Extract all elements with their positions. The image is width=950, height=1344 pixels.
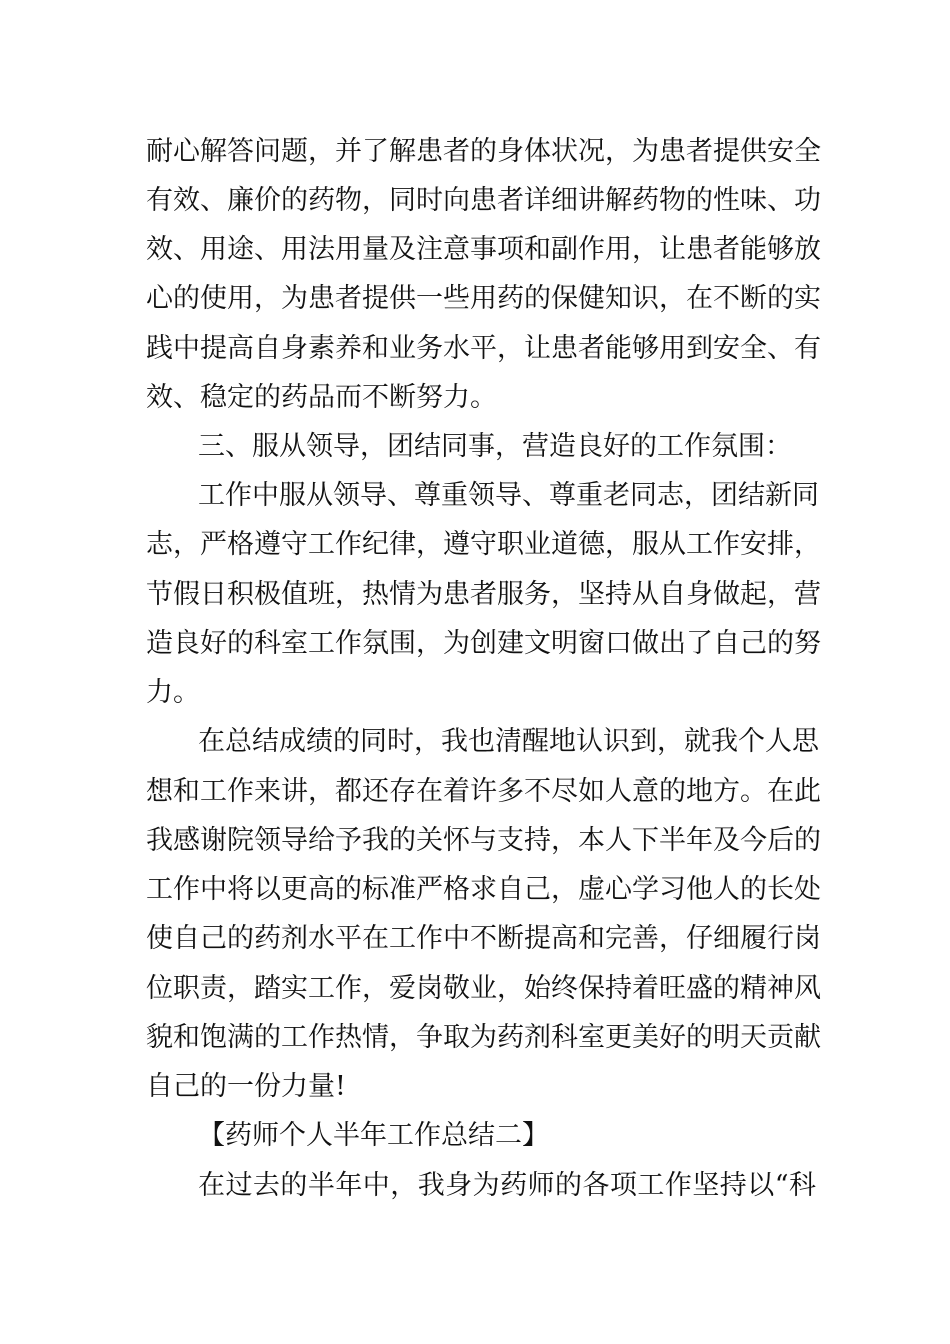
paragraph-line: 践中提高自身素养和业务水平，让患者能够用到安全、有 bbox=[146, 333, 821, 364]
section-title: 【药师个人半年工作总结二】 bbox=[198, 1120, 549, 1151]
paragraph-line: 力。 bbox=[146, 677, 200, 708]
paragraph-line: 工作中服从领导、尊重领导、尊重老同志，团结新同 bbox=[198, 480, 819, 511]
paragraph-line: 心的使用，为患者提供一些用药的保健知识，在不断的实 bbox=[146, 283, 821, 314]
paragraph-line: 耐心解答问题，并了解患者的身体状况，为患者提供安全 bbox=[146, 136, 821, 167]
section-heading: 三、服从领导，团结同事，营造良好的工作氛围： bbox=[198, 431, 792, 462]
paragraph-line: 自己的一份力量! bbox=[146, 1071, 346, 1102]
paragraph-line: 使自己的药剂水平在工作中不断提高和完善，仔细履行岗 bbox=[146, 923, 821, 954]
paragraph-line: 在过去的半年中，我身为药师的各项工作坚持以“科 bbox=[198, 1170, 816, 1201]
paragraph-line: 节假日积极值班，热情为患者服务，坚持从自身做起，营 bbox=[146, 579, 821, 610]
paragraph-line: 效、用途、用法用量及注意事项和副作用，让患者能够放 bbox=[146, 234, 821, 265]
paragraph-line: 工作中将以更高的标准严格求自己，虚心学习他人的长处 bbox=[146, 874, 821, 905]
paragraph-line: 造良好的科室工作氛围，为创建文明窗口做出了自己的努 bbox=[146, 628, 821, 659]
paragraph-line: 在总结成绩的同时，我也清醒地认识到，就我个人思 bbox=[198, 726, 819, 757]
paragraph-line: 有效、廉价的药物，同时向患者详细讲解药物的性味、功 bbox=[146, 185, 821, 216]
paragraph-line: 貌和饱满的工作热情，争取为药剂科室更美好的明天贡献 bbox=[146, 1022, 821, 1053]
paragraph-line: 志，严格遵守工作纪律，遵守职业道德，服从工作安排， bbox=[146, 529, 821, 560]
paragraph-line: 效、稳定的药品而不断努力。 bbox=[146, 382, 497, 413]
paragraph-line: 位职责，踏实工作，爱岗敬业，始终保持着旺盛的精神风 bbox=[146, 973, 821, 1004]
paragraph-line: 我感谢院领导给予我的关怀与支持，本人下半年及今后的 bbox=[146, 825, 821, 856]
paragraph-line: 想和工作来讲，都还存在着许多不尽如人意的地方。在此 bbox=[146, 776, 821, 807]
